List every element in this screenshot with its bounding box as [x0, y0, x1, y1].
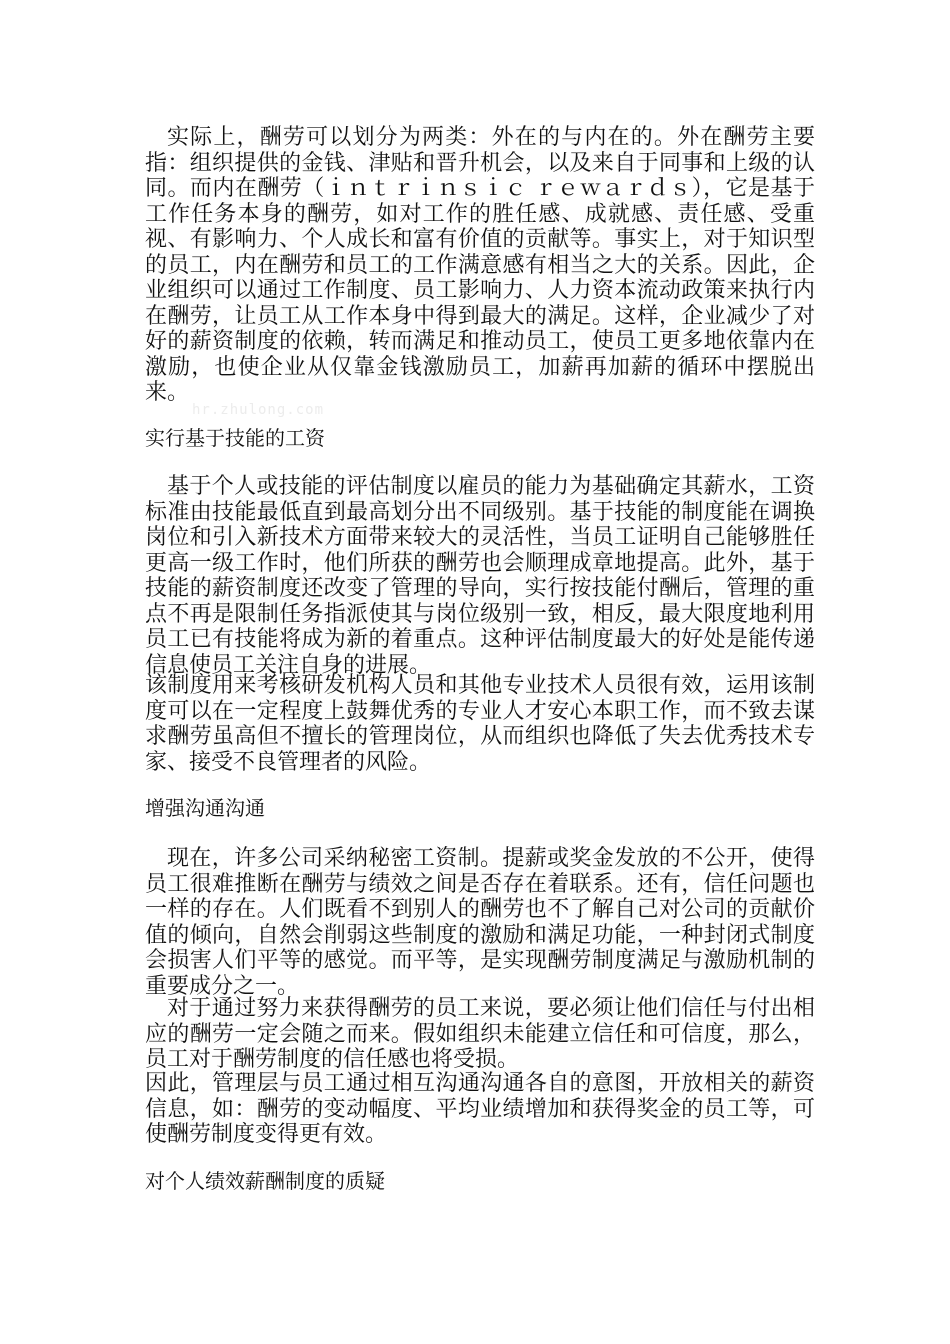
paragraph-secret-pay: 现在，许多公司采纳秘密工资制。提薪或奖金发放的不公开，使得员工很难推断在酬劳与绩效之间是否存在着联系。还有，信任问题也一样的存在。人们既看不到别人的酬劳也不了解自己对公司的贡献价值的倾向，自然会削弱这些制度的激励和满足功能，一种封闭式制度会损害人们平等的感觉。而平等，是实现酬劳制度满足与激励机制的重要成分之一。	[145, 846, 815, 999]
paragraph-trust: 对于通过努力来获得酬劳的员工来说，要必须让他们信任与付出相应的酬劳一定会随之而来。假如组织未能建立信任和可信度，那么，员工对于酬劳制度的信任感也将受损。	[145, 996, 815, 1072]
paragraph-rd-staff-assessment: 该制度用来考核研发机构人员和其他专业技术人员很有效，运用该制度可以在一定程度上鼓舞优秀的专业人才安心本职工作，而不致去谋求酬劳虽高但不擅长的管理岗位，从而组织也降低了失去优秀技术专家、接受不良管理者的风险。	[145, 673, 815, 775]
section-heading-communication: 增强沟通沟通	[145, 796, 265, 820]
section-heading-performance-pay-doubts: 对个人绩效薪酬制度的质疑	[145, 1169, 385, 1193]
paragraph-intrinsic-rewards: 实际上，酬劳可以划分为两类：外在的与内在的。外在酬劳主要指：组织提供的金钱、津贴和晋升机会，以及来自于同事和上级的认同。而内在酬劳（ｉｎｔｒｉｎｓｉｃ ｒｅｗａｒｄｓ），它是基于工作任务本身的酬劳，如对工作的胜任感、成就感、责任感、受重视、有影响力、个人成长和富有价值的贡献等。事实上，对于知识型的员工，内在酬劳和员工的工作满意感有相当之大的关系。因此，企业组织可以通过工作制度、员工影响力、人力资本流动政策来执行内在酬劳，让员工从工作本身中得到最大的满足。这样，企业减少了对好的薪资制度的依赖，转而满足和推动员工，使员工更多地依靠内在激励，也使企业从仅靠金钱激励员工，加薪再加薪的循环中摆脱出来。	[145, 125, 815, 405]
paragraph-open-information: 因此，管理层与员工通过相互沟通沟通各自的意图，开放相关的薪资信息，如：酬劳的变动幅度、平均业绩增加和获得奖金的员工等，可使酬劳制度变得更有效。	[145, 1071, 815, 1147]
paragraph-skill-based-evaluation: 基于个人或技能的评估制度以雇员的能力为基础确定其薪水，工资标准由技能最低直到最高划分出不同级别。基于技能的制度能在调换岗位和引入新技术方面带来较大的灵活性，当员工证明自己能够胜任更高一级工作时，他们所获的酬劳也会顺理成章地提高。此外，基于技能的薪资制度还改变了管理的导向，实行按技能付酬后，管理的重点不再是限制任务指派使其与岗位级别一致，相反，最大限度地利用员工已有技能将成为新的着重点。这种评估制度最大的好处是能传递信息使员工关注自身的进展。	[145, 474, 815, 678]
watermark-text: hr.zhulong.com	[192, 402, 325, 418]
section-heading-skill-based-pay: 实行基于技能的工资	[145, 426, 325, 450]
